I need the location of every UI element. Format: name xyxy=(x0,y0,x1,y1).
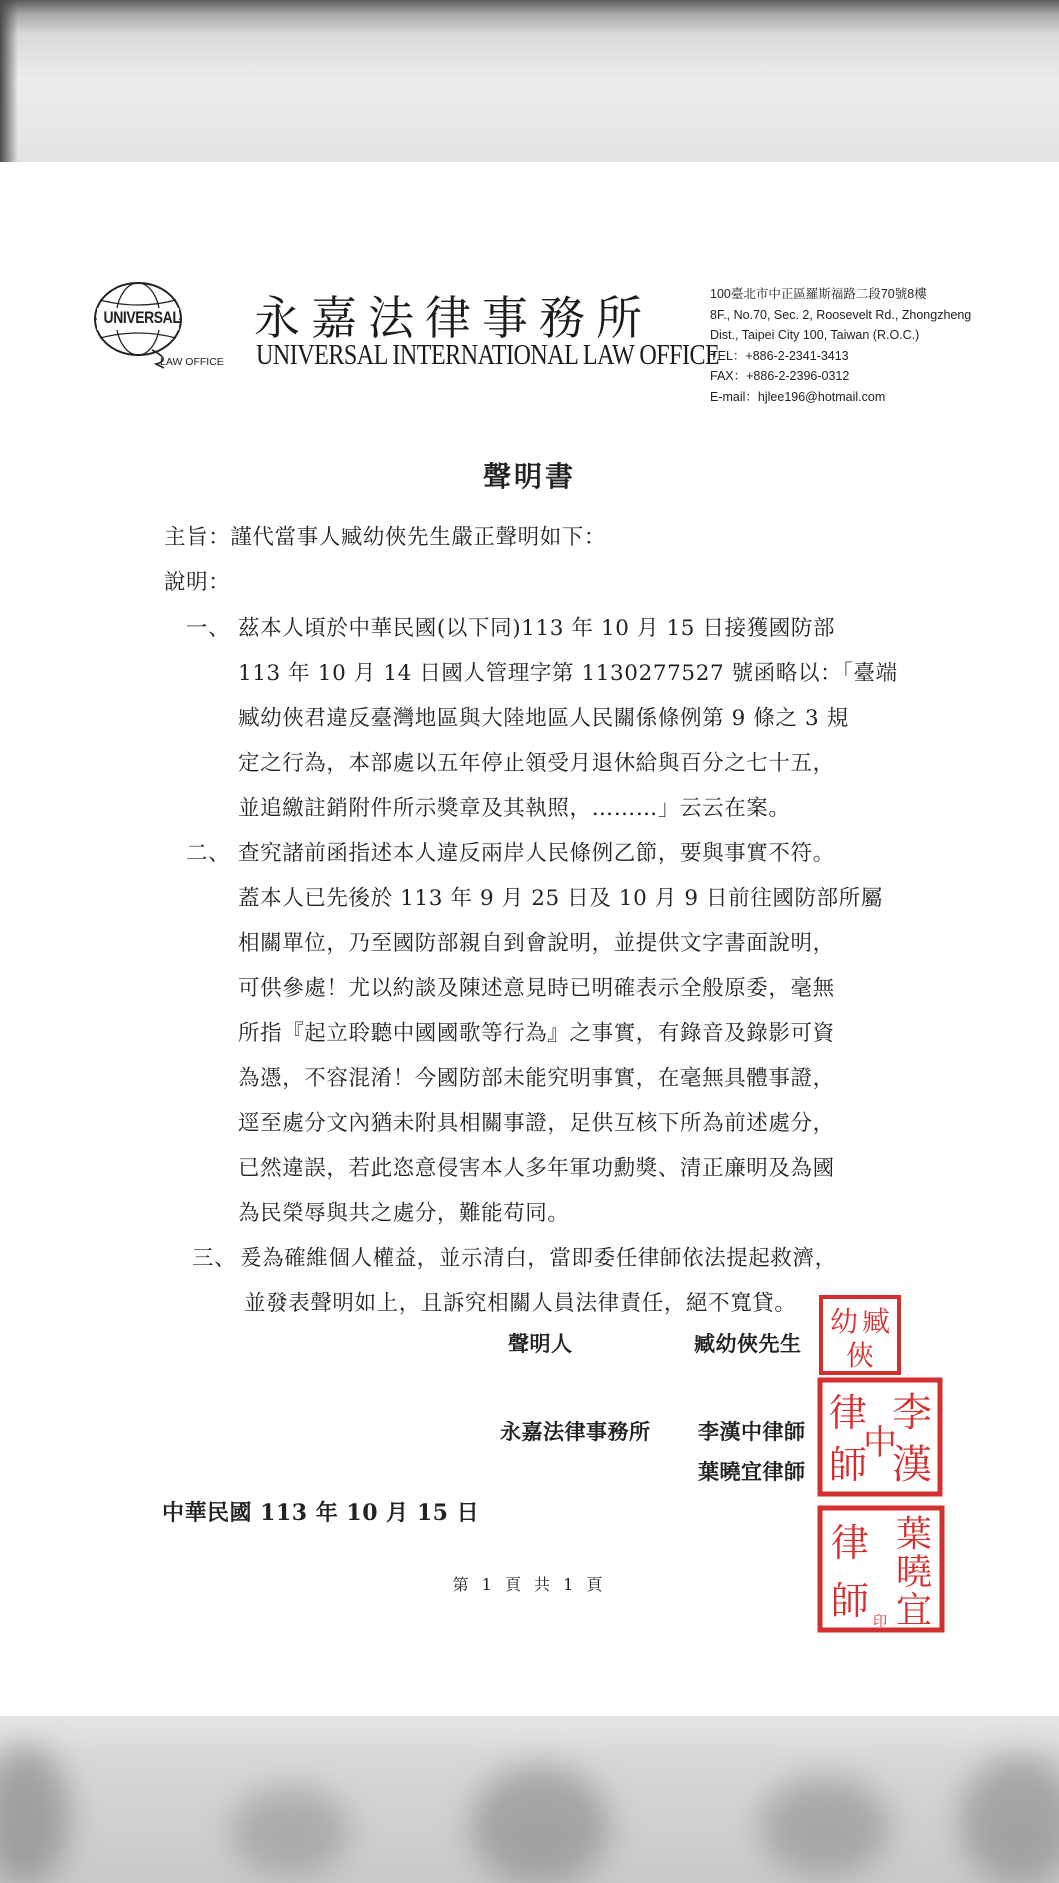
blur-shape xyxy=(230,1786,350,1876)
section-2-line-7: 逕至處分文內猶未附具相關事證，足供互核下所為前述處分， xyxy=(238,1111,835,1136)
address-line-en-1: 8F., No.70, Sec. 2, Roosevelt Rd., Zhongzheng xyxy=(710,307,972,322)
blurred-top-background xyxy=(0,0,1059,162)
document-date: 中華民國 113 年 10 月 15 日 xyxy=(162,1500,480,1526)
section-2-line-9: 為民榮辱與共之處分，難能苟同。 xyxy=(238,1201,570,1226)
lawyer-2-name: 葉曉宜律師 xyxy=(698,1459,806,1484)
document-page xyxy=(0,162,1059,1716)
seal-2-char-4: 律 xyxy=(828,1391,868,1435)
section-2-line-5: 所指『起立聆聽中國國歌等行為』之事實，有錄音及錄影可資 xyxy=(238,1021,835,1046)
seal-3-char-5: 師 xyxy=(830,1579,870,1623)
seal-declarant xyxy=(818,1294,902,1376)
section-1-line-2: 113 年 10 月 14 日國人管理字第 1130277527 號函略以：「臺端 xyxy=(238,661,898,686)
section-1-line-4: 定之行為，本部處以五年停止領受月退休給與百分之七十五， xyxy=(238,751,835,776)
fax: FAX：+886-2-2396-0312 xyxy=(710,369,850,383)
section-2-line-6: 為憑，不容混淆！今國防部未能究明事實，在毫無具體事證， xyxy=(238,1066,835,1091)
seal-1-char-2: 幼 xyxy=(829,1305,859,1338)
section-2-line-3: 相關單位，乃至國防部親自到會說明，並提供文字書面說明， xyxy=(238,931,835,956)
seal-1-char-3: 俠 xyxy=(845,1339,875,1372)
blur-shape xyxy=(960,1756,1059,1883)
logo-subtext: LAW OFFICE xyxy=(160,356,224,368)
section-2-line-2: 蓋本人已先後於 113 年 9 月 25 日及 10 月 9 日前往國防部所屬 xyxy=(238,886,883,911)
explain-label: 說明： xyxy=(164,570,231,595)
firm-name-chinese: 永嘉法律事務所 xyxy=(254,291,653,345)
seal-lawyer-2 xyxy=(816,1504,946,1634)
telephone: TEL：+886-2-2341-3413 xyxy=(710,348,849,363)
seal-3-char-6: 印 xyxy=(873,1614,887,1630)
seal-3-char-3: 宜 xyxy=(895,1590,933,1631)
address-line-zh: 100臺北市中正區羅斯福路二段70號8樓 xyxy=(710,287,927,301)
seal-2-char-2: 漢 xyxy=(892,1442,932,1488)
blur-shape xyxy=(0,1746,70,1883)
document-title: 聲明書 xyxy=(482,460,576,493)
section-2-line-8: 已然違誤，若此恣意侵害本人多年軍功勳獎、清正廉明及為國 xyxy=(238,1156,835,1181)
seal-3-char-2: 曉 xyxy=(895,1552,933,1593)
law-firm-signature: 永嘉法律事務所 xyxy=(500,1419,651,1444)
law-office-logo xyxy=(92,280,232,376)
firm-name-english: UNIVERSAL INTERNATIONAL LAW OFFICE xyxy=(256,340,720,371)
blur-shape xyxy=(470,1766,610,1883)
seal-lawyer-1 xyxy=(816,1376,944,1498)
page-footer: 第 1 頁 共 1 頁 xyxy=(452,1575,607,1594)
section-1-line-5: 並追繳註銷附件所示獎章及其執照，………」云云在案。 xyxy=(238,796,791,821)
seal-2-char-1: 李 xyxy=(892,1390,932,1436)
section-1-number: 一、 xyxy=(186,616,231,641)
lawyer-1-name: 李漢中律師 xyxy=(698,1419,806,1444)
logo-text: UNIVERSAL xyxy=(103,308,181,327)
left-edge-shadow xyxy=(0,0,18,162)
email: E-mail：hjlee196@hotmail.com xyxy=(710,389,886,404)
section-1-line-3: 臧幼俠君違反臺灣地區與大陸地區人民關係條例第 9 條之 3 規 xyxy=(238,706,849,731)
seal-1-char-1: 臧 xyxy=(861,1305,891,1338)
section-2-line-4: 可供參處！尤以約談及陳述意見時已明確表示全般原委，毫無 xyxy=(238,976,835,1001)
section-3-line-2: 並發表聲明如上，且訴究相關人員法律責任，絕不寬貸。 xyxy=(244,1291,797,1316)
section-2-line-1: 查究諸前函指述本人違反兩岸人民條例乙節，要與事實不符。 xyxy=(238,841,835,866)
section-3-line-1: 爰為確維個人權益，並示清白，當即委任律師依法提起救濟， xyxy=(240,1246,837,1271)
declarant-name: 臧幼俠先生 xyxy=(694,1331,802,1356)
declarant-label: 聲明人 xyxy=(508,1331,573,1356)
section-1-line-1: 茲本人頃於中華民國(以下同)113 年 10 月 15 日接獲國防部 xyxy=(238,616,836,641)
blurred-bottom-background xyxy=(0,1716,1059,1883)
section-3-number: 三、 xyxy=(192,1246,237,1271)
seal-2-char-3: 中 xyxy=(863,1423,897,1463)
seal-3-char-4: 律 xyxy=(830,1521,870,1565)
subject-line: 主旨：謹代當事人臧幼俠先生嚴正聲明如下： xyxy=(164,525,607,550)
contact-block xyxy=(710,284,971,407)
section-2-number: 二、 xyxy=(186,841,231,866)
address-line-en-2: Dist., Taipei City 100, Taiwan (R.O.C.) xyxy=(710,328,920,342)
blur-shape xyxy=(760,1776,890,1876)
seal-2-char-5: 師 xyxy=(828,1443,868,1487)
seal-3-char-1: 葉 xyxy=(895,1514,933,1555)
